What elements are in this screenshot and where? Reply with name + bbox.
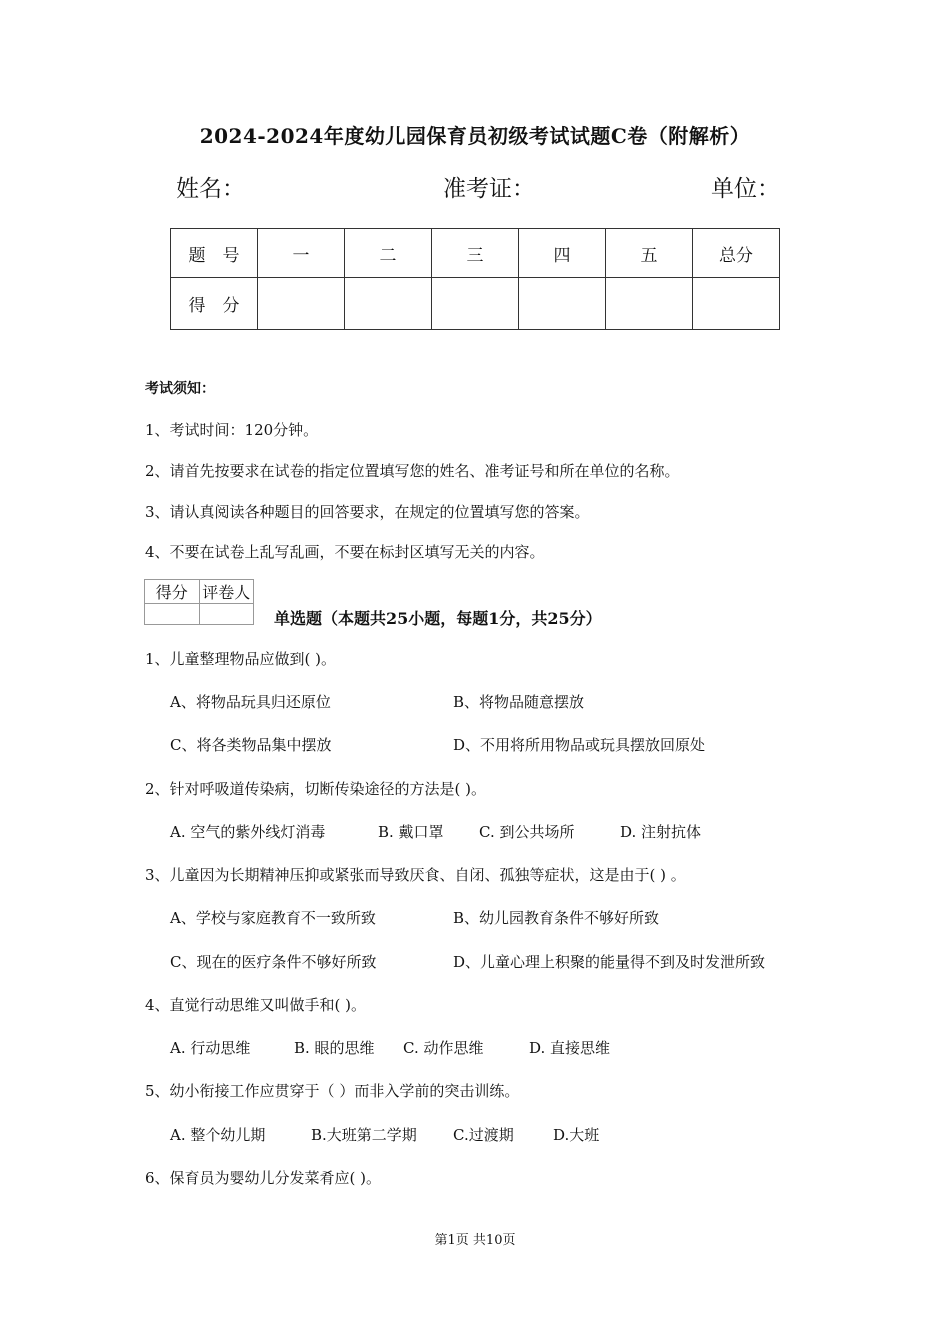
score-cell[interactable] [258, 278, 345, 330]
notice-item: 2、请首先按要求在试卷的指定位置填写您的姓名、准考证号和所在单位的名称。 [145, 462, 680, 480]
score-header-cell: 三 [432, 229, 519, 278]
score-table-header-row [171, 229, 780, 278]
score-header-cell: 四 [519, 229, 606, 278]
question-option: D. 注射抗体 [620, 823, 702, 841]
question-option: A、学校与家庭教育不一致所致 [170, 909, 376, 927]
score-table [170, 228, 780, 330]
question-option: A. 空气的紫外线灯消毒 [170, 823, 326, 841]
question-stem: 2、针对呼吸道传染病，切断传染途径的方法是( )。 [145, 780, 487, 798]
score-cell[interactable] [606, 278, 693, 330]
question-option: A、将物品玩具归还原位 [170, 693, 331, 711]
question-option: C、将各类物品集中摆放 [170, 736, 332, 754]
question-option: B. 眼的思维 [294, 1039, 375, 1057]
score-header-cell: 题 号 [171, 229, 258, 278]
question-option: C、现在的医疗条件不够好所致 [170, 953, 377, 971]
question-option: B.大班第二学期 [311, 1126, 417, 1144]
notice-item: 4、不要在试卷上乱写乱画，不要在标封区填写无关的内容。 [145, 543, 545, 561]
question-option: B、将物品随意摆放 [453, 693, 585, 711]
question-stem: 6、保育员为婴幼儿分发菜肴应( )。 [145, 1169, 382, 1187]
question-option: A. 整个幼儿期 [170, 1126, 266, 1144]
grader-box [144, 579, 254, 625]
name-label: 姓名： [176, 176, 245, 202]
section-title: 单选题（本题共25小题，每题1分，共25分） [274, 609, 602, 628]
question-stem: 1、儿童整理物品应做到( )。 [145, 650, 337, 668]
notice-item: 1、考试时间：120分钟。 [145, 421, 319, 439]
score-header-cell: 五 [606, 229, 693, 278]
question-option: C.过渡期 [453, 1126, 514, 1144]
question-option: A. 行动思维 [170, 1039, 251, 1057]
grader-score-cell[interactable] [145, 604, 200, 625]
score-header-cell: 一 [258, 229, 345, 278]
question-stem: 4、直觉行动思维又叫做手和( )。 [145, 996, 367, 1014]
score-cell[interactable] [519, 278, 606, 330]
score-cell[interactable] [693, 278, 780, 330]
question-option: D. 直接思维 [529, 1039, 611, 1057]
grader-reviewer-cell[interactable] [199, 604, 254, 625]
question-option: D.大班 [553, 1126, 600, 1144]
page-title: 2024-2024年度幼儿园保育员初级考试试题C卷（附解析） [199, 124, 751, 148]
grader-score-label: 得分 [145, 580, 200, 604]
question-option: C. 动作思维 [403, 1039, 484, 1057]
question-option: B. 戴口罩 [378, 823, 444, 841]
question-stem: 3、儿童因为长期精神压抑或紧张而导致厌食、自闭、孤独等症状，这是由于( ) 。 [145, 866, 686, 884]
score-header-cell: 总分 [693, 229, 780, 278]
notice-item: 3、请认真阅读各种题目的回答要求，在规定的位置填写您的答案。 [145, 503, 590, 521]
score-table-score-row [171, 278, 780, 330]
score-header-cell: 二 [345, 229, 432, 278]
exam-number-label: 准考证： [443, 176, 535, 202]
score-cell[interactable] [345, 278, 432, 330]
notice-title: 考试须知： [145, 381, 215, 397]
question-option: B、幼儿园教育条件不够好所致 [453, 909, 660, 927]
question-option: C. 到公共场所 [479, 823, 575, 841]
grader-reviewer-label: 评卷人 [199, 580, 254, 604]
question-option: D、儿童心理上积聚的能量得不到及时发泄所致 [453, 953, 766, 971]
score-row-label: 得 分 [171, 278, 258, 330]
question-option: D、不用将所用物品或玩具摆放回原处 [453, 736, 706, 754]
score-cell[interactable] [432, 278, 519, 330]
unit-label: 单位： [711, 176, 780, 202]
page-footer: 第1页 共10页 [434, 1233, 516, 1248]
question-stem: 5、幼小衔接工作应贯穿于（ ）而非入学前的突击训练。 [145, 1082, 520, 1100]
